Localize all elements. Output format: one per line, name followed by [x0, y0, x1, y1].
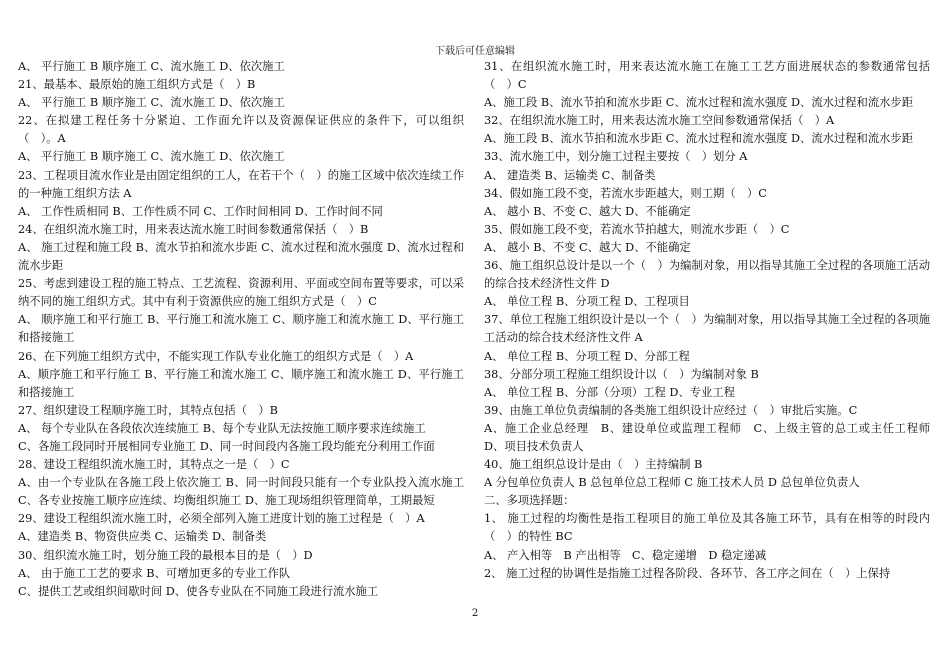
text-line: 29、建设工程组织流水施工时，必须全部列入施工进度计划的施工过程是（ ）A — [18, 512, 425, 526]
text-line: 35、假如施工段不变，若流水节拍越大，则流水步距（ ）C — [484, 222, 790, 236]
text-line: 2、 施工过程的协调性是指施工过程各阶段、各环节、各工序之间在（ ）上保持 — [484, 566, 891, 580]
left-column — [18, 58, 464, 601]
text-line: 39、由施工单位负责编制的各类施工组织设计应经过（ ）审批后实施。C — [484, 403, 858, 417]
text-line: A、顺序施工和平行施工 B、平行施工和流水施工 C、顺序施工和流水施工 D、平行施工和搭接施工 — [18, 367, 464, 399]
text-line: A 分包单位负责人 B 总包单位总工程师 C 施工技术人员 D 总包单位负责人 — [484, 476, 860, 490]
text-line: A、施工企业总经理 B、建设单位或监理工程师 C、上级主管的总工或主任工程师 D、项目技术负责人 — [484, 421, 942, 453]
text-line: A、 工作性质相同 B、工作性质不同 C、工作时间相同 D、工作时间不同 — [18, 204, 383, 218]
text-line: 26、在下列施工组织方式中，不能实现工作队专业化施工的组织方式是（ ）A — [18, 349, 414, 363]
text-line: 21、最基本、最原始的施工组织方式是（ ）B — [18, 78, 256, 92]
text-line: A、由一个专业队在各施工段上依次施工 B、同一时间段只能有一个专业队投入流水施工 C、各专业按施工顺序应连续、均衡组织施工 D、施工现场组织管理简单，工期最短 — [18, 476, 464, 508]
text-line: 33、流水施工中，划分施工过程主要按（ ）划分 A — [484, 150, 748, 164]
text-line: A、 单位工程 B、分项工程 D、工程项目 — [484, 295, 690, 309]
text-line: A、 越小 B、不变 C、越大 D、不能确定 — [484, 240, 691, 254]
page-number: 2 — [471, 608, 479, 619]
text-line: 32、在组织流水施工时，用来表达流水施工空间参数通常保括（ ）A — [484, 114, 835, 128]
text-line: A、 建造类 B、运输类 C、制备类 — [484, 168, 656, 182]
text-line: 24、在组织流水施工时，用来表达流水施工时间参数通常保括（ ）B — [18, 222, 369, 236]
text-line: 28、建设工程组织流水施工时，其特点之一是（ ）C — [18, 458, 290, 472]
text-line: 27、组织建设工程顺序施工时，其特点包括（ ）B — [18, 403, 278, 417]
text-line: 38、分部分项工程施工组织设计以（ ）为编制对象 B — [484, 367, 759, 381]
text-line: A、 施工过程和施工段 B、流水节拍和流水步距 C、流水过程和流水强度 D、流水过程和流水步距 — [18, 240, 464, 273]
text-line: 31、在组织流水施工时，用来表达流水施工在施工工艺方面进展状态的参数通常包括（ ）C — [484, 60, 930, 92]
text-line: A、 平行施工 B 顺序施工 C、流水施工 D、依次施工 — [18, 150, 285, 164]
text-line: A、 顺序施工和平行施工 B、平行施工和流水施工 C、顺序施工和流水施工 D、平行施工和搭接施工 — [18, 313, 464, 345]
text-line: 22、在拟建工程任务十分紧迫、工作面允许以及资源保证供应的条件下，可以组织（ ）。A — [18, 114, 464, 146]
text-line: 30、组织流水施工时，划分施工段的最根本目的是（ ）D — [18, 548, 313, 562]
text-line: A、 产入相等 B 产出相等 C、稳定递增 D 稳定递减 — [484, 548, 767, 562]
right-column — [484, 58, 942, 583]
page-header: 下载后可任意编辑 — [435, 46, 515, 57]
text-line: C、各施工段同时开展相同专业施工 D、同一时间段内各施工段均能充分利用工作面 — [18, 439, 435, 453]
text-line: 二、多项选择题： — [484, 494, 575, 508]
text-line: A、 越小 B、不变 C、越大 D、不能确定 — [484, 204, 691, 218]
text-line: A、施工段 B、流水节拍和流水步距 C、流水过程和流水强度 D、流水过程和流水步距 — [484, 96, 914, 110]
text-line: 23、工程项目流水作业是由固定组织的工人，在若干个（ ）的施工区域中依次连续工作的一种施工组织方法 A — [18, 168, 464, 200]
text-line: A、 单位工程 B、分项工程 D、分部工程 — [484, 349, 690, 363]
text-line: C、提供工艺或组织间歇时间 D、使各专业队在不同施工段进行流水施工 — [18, 584, 379, 598]
text-line: A、 平行施工 B 顺序施工 C、流水施工 D、依次施工 — [18, 60, 285, 73]
text-line: A、施工段 B、流水节拍和流水步距 C、流水过程和流水强度 D、流水过程和流水步距 — [484, 132, 914, 146]
text-line: 1、 施工过程的均衡性是指工程项目的施工单位及其各施工环节，具有在相等的时段内（ ）的特性 BC — [484, 512, 930, 544]
text-line: A、 平行施工 B 顺序施工 C、流水施工 D、依次施工 — [18, 96, 285, 110]
text-line: A、 每个专业队在各段依次连续施工 B、每个专业队无法按施工顺序要求连续施工 — [18, 421, 426, 435]
text-line: 37、单位工程施工组织设计是以一个（ ）为编制对象，用以指导其施工全过程的各项施工活动的综合技术经济性文件 A — [484, 313, 930, 345]
text-line: 40、施工组织总设计是由（ ）主持编制 B — [484, 458, 703, 472]
text-line: 34、假如施工段不变，若流水步距越大，则工期（ ）C — [484, 186, 767, 200]
text-line: 36、施工组织总设计是以一个（ ）为编制对象，用以指导其施工全过程的各项施工活动的综合技术经济性文件 D — [484, 259, 930, 291]
text-line: A、建造类 B、物资供应类 C、运输类 D、制备类 — [18, 530, 267, 544]
text-line: A、 单位工程 B、分部（分项）工程 D、专业工程 — [484, 385, 735, 399]
text-line: A、 由于施工工艺的要求 B、可增加更多的专业工作队 — [18, 566, 291, 580]
text-line: 25、考虑到建设工程的施工特点、工艺流程、资源利用、平面或空间布置等要求，可以采纳不同的施工组织方式。其中有利于资源供应的施工组织方式是（ ）C — [18, 277, 464, 309]
